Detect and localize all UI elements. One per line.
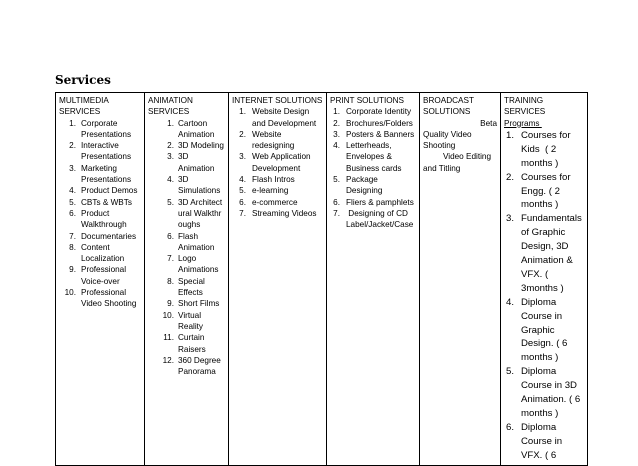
broadcast-text-line: and Titling [423,163,461,173]
list-item [504,171,584,213]
list-item [59,163,141,186]
column-heading-line-2: SERVICES [504,107,546,117]
list-number: 2. [505,171,514,183]
list-item [504,296,584,366]
list-item [148,231,225,254]
list-number: 7. [333,208,340,218]
list-item [148,118,225,141]
list-text: e-learning [252,186,289,196]
list-text: Diploma Course in Graphic Design. ( 6 months ) [521,296,568,364]
list-item [232,151,323,174]
list-text: Website Design and Development [252,107,317,128]
list-number: 5. [333,175,340,185]
list-text: 3D Architectural Walkthroughs [178,197,223,230]
list-item [59,264,141,287]
column-heading-line-3: Programs [504,118,542,128]
list-number: 1. [69,118,76,128]
list-text: Short Films [178,299,220,309]
list-item [232,208,323,219]
service-list [148,118,225,378]
column-heading: PRINT SOLUTIONS [330,96,405,105]
broadcast-text-video-editing: Video Editing [442,152,492,162]
list-text: Documentaries [81,231,137,241]
column-heading: MULTIMEDIA SERVICES [59,96,109,117]
list-text: Logo Animations [178,254,219,275]
list-text: Courses for Kids ( 2 months ) [521,129,574,169]
list-item [148,197,225,231]
list-item [232,129,323,152]
column-heading-line-1: BROADCAST [423,96,474,105]
list-item [148,140,225,151]
list-item [148,151,225,174]
list-item [504,212,584,295]
list-number: 9. [69,265,76,275]
list-item [232,174,323,185]
list-number: 3. [69,163,76,173]
list-text: Package Designing [346,175,383,196]
list-number: 1. [167,118,174,128]
list-item [148,310,225,333]
list-text: Courses for Engg. ( 2 months ) [521,171,571,211]
list-number: 2. [333,118,340,128]
list-item [504,365,584,421]
list-text: 3D Modeling [178,141,224,151]
list-text: e-commerce [252,197,298,207]
list-number: 8. [69,242,76,252]
list-item [330,118,416,129]
list-number: 6. [167,231,174,241]
list-number: 11. [163,333,174,343]
list-number: 4. [505,296,514,308]
list-number: 2. [69,141,76,151]
list-text: Diploma Course in 3D Animation. ( 6 months ) [521,366,581,420]
list-text: Website redesigning [252,129,295,151]
list-item [148,174,225,197]
column-heading-line-1: TRAINING [504,96,544,105]
list-number: 4. [239,175,246,185]
list-text: Corporate Identity [346,107,412,117]
list-number: 5. [167,197,174,207]
list-text: Professional Video Shooting [81,288,137,309]
column-heading-line-2: SOLUTIONS [423,107,471,117]
list-text: 3D Simulations [178,175,221,196]
list-item [330,197,416,208]
list-item [59,118,141,141]
list-number: 1. [505,129,514,141]
list-number: 2. [239,129,246,139]
list-item [59,140,141,163]
list-item [59,242,141,265]
table-row [56,93,588,466]
list-text: Web Application Development [252,152,311,173]
list-number: 1. [333,107,340,117]
list-number: 12. [162,355,174,365]
list-item [504,421,584,463]
list-item [330,174,416,197]
list-item [232,185,323,196]
list-number: 6. [69,208,76,218]
service-list [504,129,584,463]
list-text: Designing of CD Label/Jacket/Case [346,208,414,230]
list-text: Corporate Presentations [81,118,132,139]
list-item [148,355,225,378]
list-text: Product Demos [81,186,138,196]
list-text: Cartoon Animation [178,118,215,139]
list-number: 3. [239,152,246,162]
list-number: 5. [505,366,514,378]
list-item [504,129,584,171]
list-item [148,253,225,276]
list-text: Product Walkthrough [81,208,127,230]
service-list [232,106,323,219]
list-number: 7. [69,231,76,241]
broadcast-text-beta: Beta [480,118,497,128]
list-text: Marketing Presentations [81,163,132,185]
list-text: Diploma Course in VFX. ( 6 [521,421,563,461]
list-number: 7. [239,208,246,218]
list-item [232,197,323,208]
list-item [59,231,141,242]
column-internet-solutions [229,93,327,466]
list-number: 4. [69,186,76,196]
list-item [148,276,225,299]
list-text: Posters & Banners [346,129,415,139]
list-number: 7. [167,254,174,264]
list-text: Fliers & pamphlets [346,197,414,207]
list-number: 8. [167,276,174,286]
list-text: 3D Animation [178,152,215,173]
list-text: Brochures/Folders [346,118,413,128]
list-number: 3. [505,213,514,225]
list-number: 5. [239,186,246,196]
column-multimedia-services [56,93,145,466]
list-number: 6. [505,421,514,433]
list-text: Streaming Videos [252,208,317,218]
list-item [330,106,416,117]
broadcast-text-line: Quality Video [423,129,472,139]
column-print-solutions [327,93,420,466]
list-number: 6. [333,197,340,207]
list-item [59,185,141,196]
broadcast-text-line: Shooting [423,141,456,151]
list-item [59,208,141,231]
list-item [148,332,225,355]
list-number: 10. [162,310,174,320]
section-title: Services [55,73,111,87]
column-broadcast-solutions [420,93,501,466]
list-item [59,287,141,310]
list-number: 2. [167,141,174,151]
column-training-services [501,93,588,466]
services-table [55,92,588,466]
list-text: Virtual Reality [178,310,204,331]
column-heading-line-1: ANIMATION [148,96,193,105]
list-number: 5. [69,197,76,207]
list-text: Curtain Raisers [178,333,206,354]
list-number: 4. [333,141,340,151]
list-item [330,140,416,174]
list-number: 3. [333,129,340,139]
list-text: Professional Voice-over [81,265,127,286]
list-text: Flash Intros [252,175,295,185]
list-number: 3. [167,152,174,162]
list-text: Flash Animation [178,231,215,252]
list-item [59,197,141,208]
column-heading-line-2: SERVICES [148,107,190,117]
list-text: Letterheads, Envelopes & Business cards [346,141,402,173]
list-number: 10. [64,288,76,298]
list-item [330,129,416,140]
list-text: Content Localization [81,242,125,264]
list-number: 9. [167,299,174,309]
list-text: 360 Degree Panorama [178,355,221,377]
list-text: Fundamentals of Graphic Design, 3D Animation & VFX. ( 3months ) [521,213,582,294]
list-item [148,298,225,309]
list-item [330,208,416,231]
service-list [59,118,141,310]
service-list [330,106,416,230]
list-text: Special Effects [178,276,205,298]
list-item [232,106,323,129]
list-text: CBTs & WBTs [81,197,132,207]
list-number: 6. [239,197,246,207]
list-text: Interactive Presentations [81,141,132,162]
list-number: 1. [239,107,246,117]
column-heading: INTERNET SOLUTIONS [232,96,323,105]
list-number: 4. [167,175,174,185]
column-animation-services [145,93,229,466]
